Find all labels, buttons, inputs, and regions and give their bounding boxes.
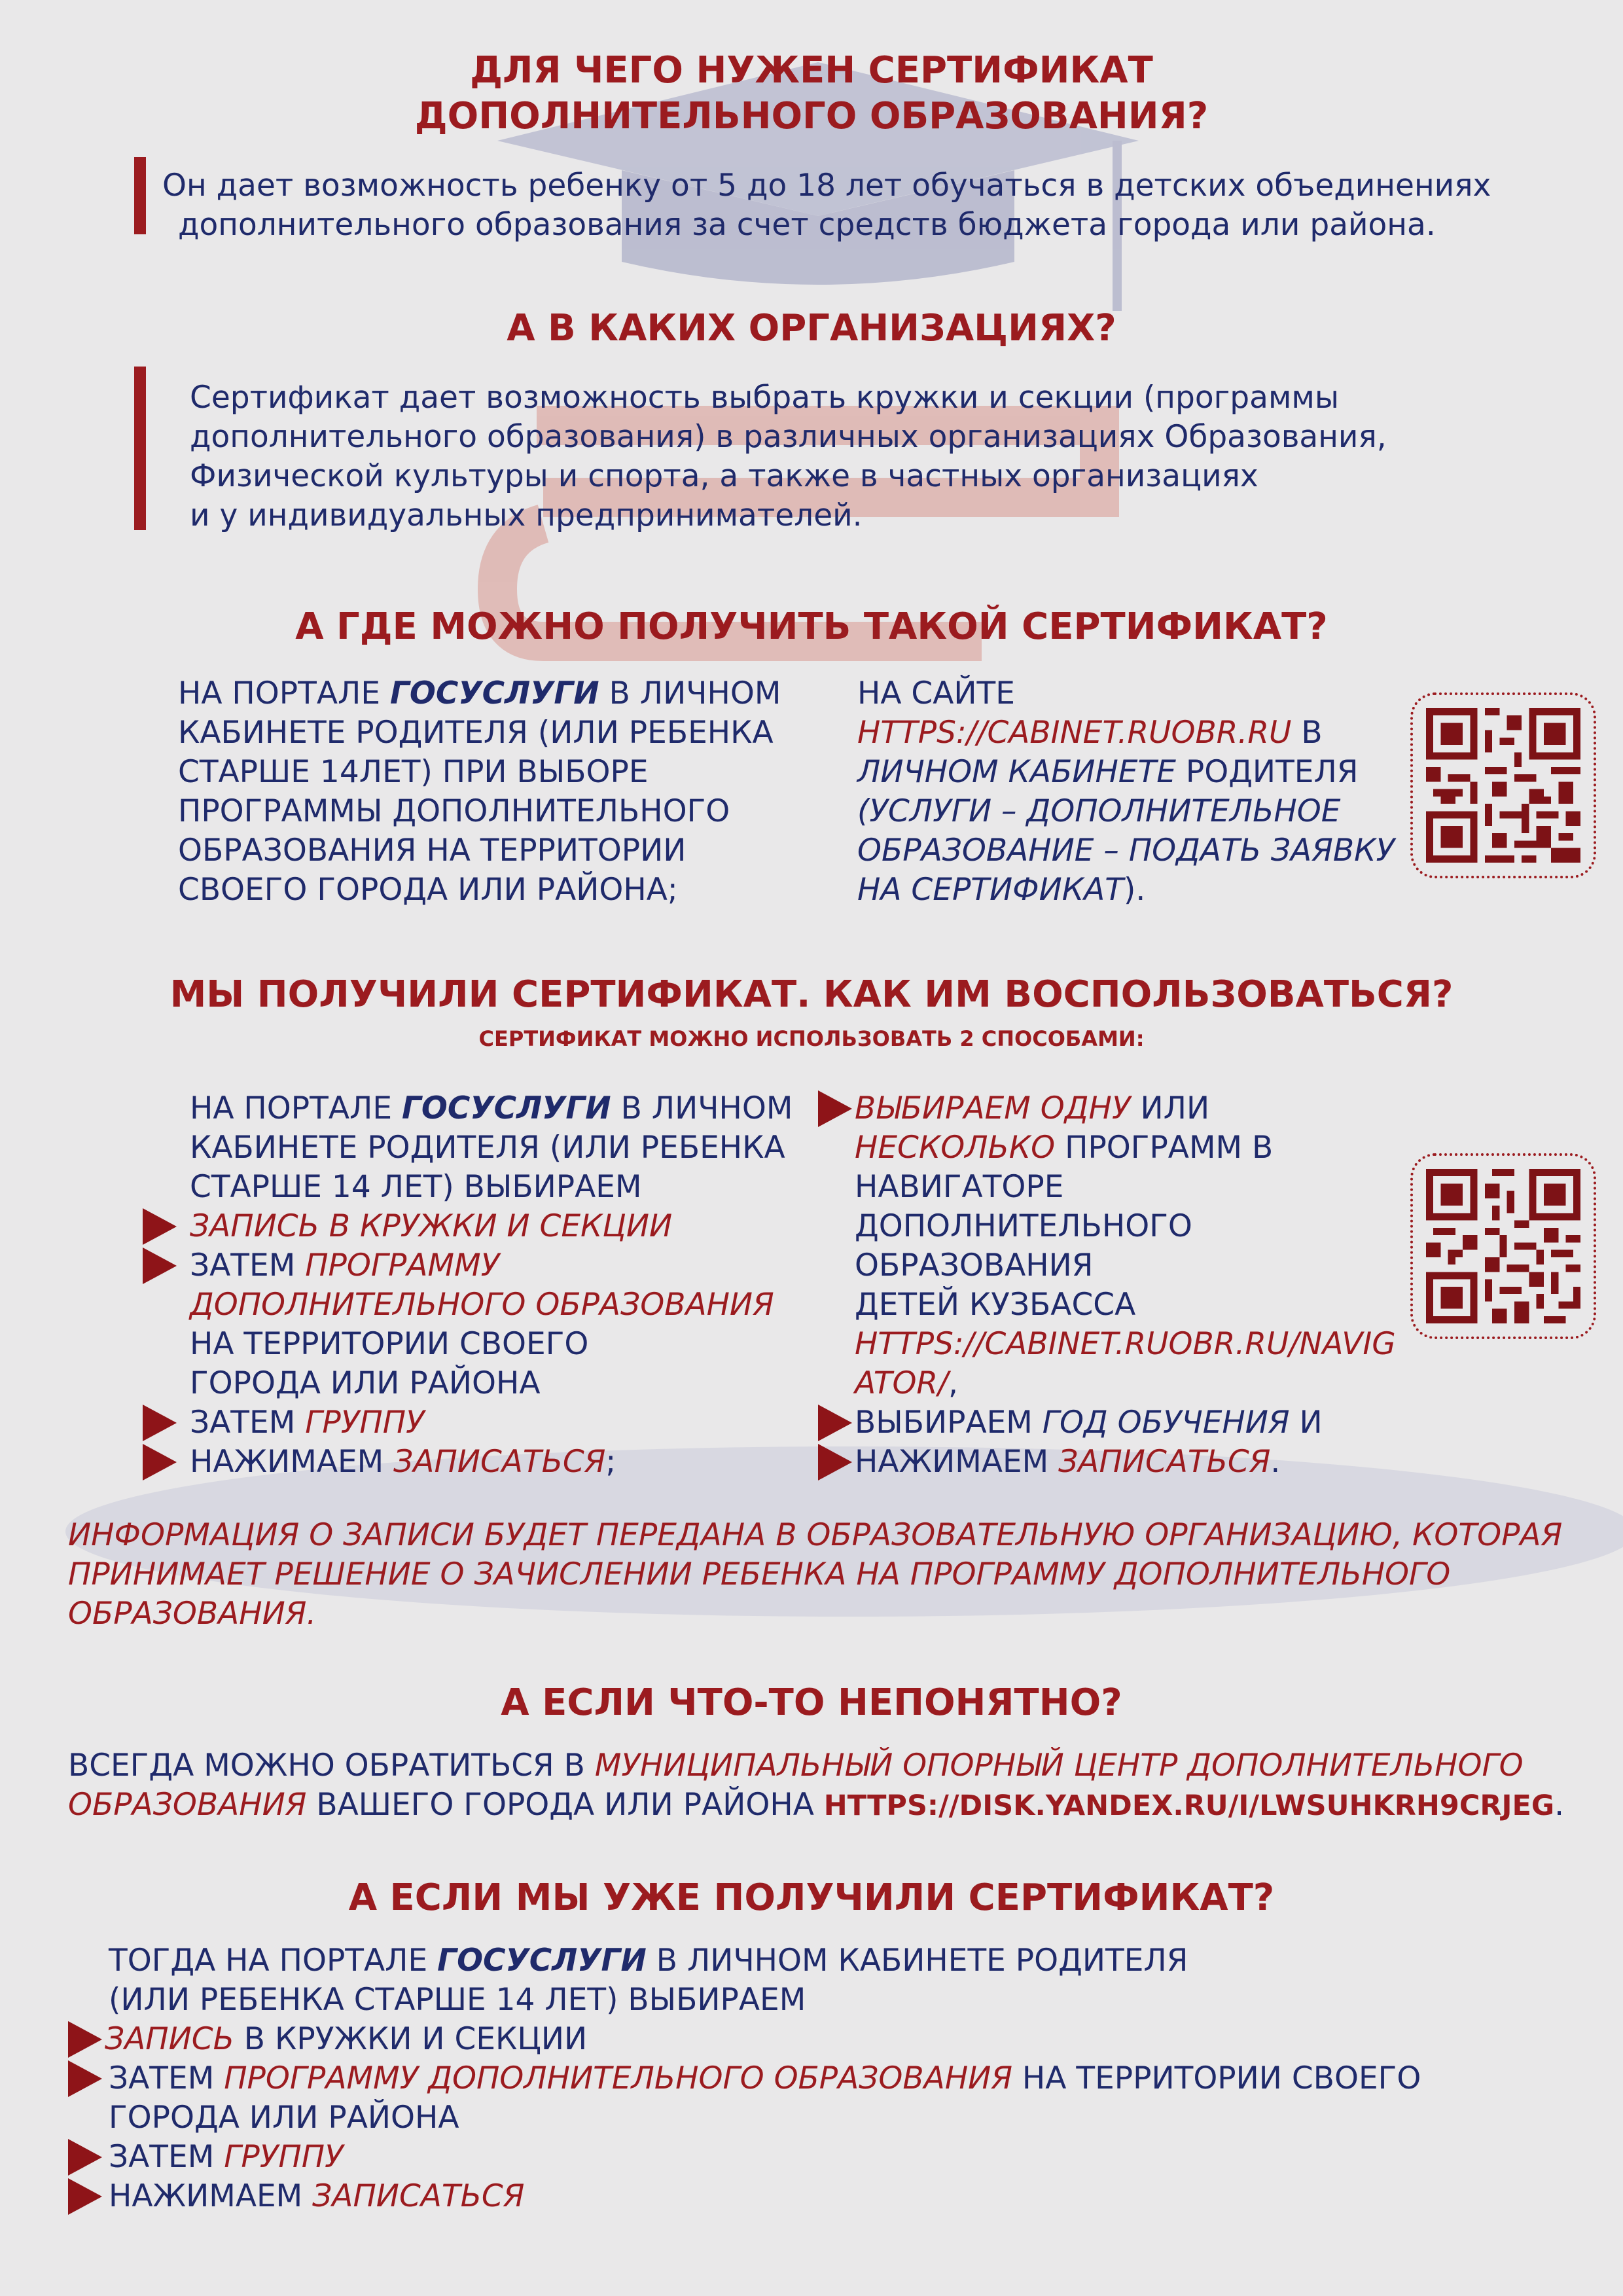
section-1-title-line-1: ДЛЯ ЧЕГО НУЖЕН СЕРТИФИКАТ — [470, 49, 1153, 92]
gosuslugi-label: ГОСУСЛУГИ — [389, 675, 599, 711]
triangle-bullet-icon — [68, 2178, 102, 2215]
s6-line-1: ТОГДА НА ПОРТАЛЕ ГОСУСЛУГИ В ЛИЧНОМ КАБИНЕТЕ РОДИТЕЛЯ — [109, 1943, 1188, 1979]
s4-left-line-1: НА ПОРТАЛЕ ГОСУСЛУГИ В ЛИЧНОМ — [190, 1090, 793, 1126]
s4-left-line-4: ЗАПИСЬ В КРУЖКИ И СЕКЦИИ — [190, 1208, 673, 1244]
s4-right-line-3: НАВИГАТОРЕ — [855, 1169, 1064, 1205]
qr-code-icon[interactable] — [1410, 692, 1596, 878]
section-2-title: А В КАКИХ ОРГАНИЗАЦИЯХ? — [507, 307, 1116, 350]
yandex-disk-link[interactable]: HTTPS://DISK.YANDEX.RU/I/LWSUHKRH9CRJEG — [823, 1789, 1555, 1822]
triangle-bullet-icon — [818, 1444, 852, 1480]
s3-right-line-5: ОБРАЗОВАНИЕ – ПОДАТЬ ЗАЯВКУ — [857, 833, 1395, 869]
s3-left-line-1: НА ПОРТАЛЕ ГОСУСЛУГИ В ЛИЧНОМ — [178, 675, 781, 711]
section-1-title-line-2: ДОПОЛНИТЕЛЬНОГО ОБРАЗОВАНИЯ? — [414, 95, 1209, 137]
triangle-bullet-icon — [143, 1208, 177, 1245]
s4-left-line-7: НА ТЕРРИТОРИИ СВОЕГО — [190, 1326, 589, 1362]
s3-left-line-5: ОБРАЗОВАНИЯ НА ТЕРРИТОРИИ — [178, 833, 687, 869]
s5-line-2: ОБРАЗОВАНИЯ ВАШЕГО ГОРОДА ИЛИ РАЙОНА HTTPS://DISK.YANDEX.RU/I/LWSUHKRH9CRJEG. — [68, 1787, 1565, 1823]
section-1-text-line-2: дополнительного образования за счет средств бюджета города или района. — [178, 207, 1436, 243]
s6-line-5: ГОРОДА ИЛИ РАЙОНА — [109, 2100, 459, 2136]
accent-bar — [134, 367, 146, 530]
section-1-text-line-1: Он дает возможность ребенку от 5 до 18 лет обучаться в детских объединениях — [162, 168, 1491, 204]
s3-right-line-4: (УСЛУГИ – ДОПОЛНИТЕЛЬНОЕ — [857, 793, 1341, 829]
navigator-link-tail[interactable]: ATOR/ — [855, 1365, 948, 1401]
s3-right-line-1: НА САЙТЕ — [857, 675, 1015, 711]
section-2-text-line-1: Сертификат дает возможность выбрать кружки и секции (программы — [190, 380, 1339, 416]
section-3-title: А ГДЕ МОЖНО ПОЛУЧИТЬ ТАКОЙ СЕРТИФИКАТ? — [295, 605, 1328, 648]
triangle-bullet-icon — [143, 1247, 177, 1284]
s4-right-line-6: ДЕТЕЙ КУЗБАССА — [855, 1287, 1136, 1323]
s5-line-1: ВСЕГДА МОЖНО ОБРАТИТЬСЯ В МУНИЦИПАЛЬНЫЙ ОПОРНЫЙ ЦЕНТР ДОПОЛНИТЕЛЬНОГО — [68, 1748, 1524, 1784]
s4-left-line-5: ЗАТЕМ ПРОГРАММУ — [190, 1247, 500, 1283]
s4-right-line-8: ATOR/, — [855, 1365, 958, 1401]
section-2-text-line-4: и у индивидуальных предпринимателей. — [190, 497, 863, 533]
s4-left-line-9: ЗАТЕМ ГРУППУ — [190, 1405, 425, 1441]
section-6-title: А ЕСЛИ МЫ УЖЕ ПОЛУЧИЛИ СЕРТИФИКАТ? — [348, 1876, 1275, 1919]
section-4-title: МЫ ПОЛУЧИЛИ СЕРТИФИКАТ. КАК ИМ ВОСПОЛЬЗОВАТЬСЯ? — [169, 973, 1454, 1016]
triangle-bullet-icon — [818, 1090, 852, 1127]
triangle-bullet-icon — [818, 1405, 852, 1441]
triangle-bullet-icon — [68, 2139, 102, 2176]
s4-right-line-10: НАЖИМАЕМ ЗАПИСАТЬСЯ. — [855, 1444, 1281, 1480]
section-5-title: А ЕСЛИ ЧТО-ТО НЕПОНЯТНО? — [501, 1681, 1122, 1724]
s6-line-4: ЗАТЕМ ПРОГРАММУ ДОПОЛНИТЕЛЬНОГО ОБРАЗОВАНИЯ НА ТЕРРИТОРИИ СВОЕГО — [109, 2060, 1421, 2096]
s4-left-line-10: НАЖИМАЕМ ЗАПИСАТЬСЯ; — [190, 1444, 616, 1480]
s4-right-line-2: НЕСКОЛЬКО ПРОГРАММ В — [855, 1130, 1274, 1166]
s4-note-line-3: ОБРАЗОВАНИЯ. — [68, 1596, 317, 1632]
cabinet-link[interactable]: HTTPS://CABINET.RUOBR.RU — [857, 715, 1292, 751]
s3-left-line-2: КАБИНЕТЕ РОДИТЕЛЯ (ИЛИ РЕБЕНКА — [178, 715, 774, 751]
s4-right-line-4: ДОПОЛНИТЕЛЬНОГО — [855, 1208, 1192, 1244]
s3-right-line-3: ЛИЧНОМ КАБИНЕТЕ РОДИТЕЛЯ — [857, 754, 1359, 790]
triangle-bullet-icon — [143, 1444, 177, 1480]
section-2-text-line-3: Физической культуры и спорта, а также в частных организациях — [190, 458, 1258, 494]
s6-line-7: НАЖИМАЕМ ЗАПИСАТЬСЯ — [109, 2178, 525, 2214]
s3-left-line-4: ПРОГРАММЫ ДОПОЛНИТЕЛЬНОГО — [178, 793, 730, 829]
s4-note-line-2: ПРИНИМАЕТ РЕШЕНИЕ О ЗАЧИСЛЕНИИ РЕБЕНКА НА ПРОГРАММУ ДОПОЛНИТЕЛЬНОГО — [68, 1556, 1451, 1592]
gosuslugi-label: ГОСУСЛУГИ — [401, 1090, 611, 1126]
triangle-bullet-icon — [143, 1405, 177, 1441]
s6-line-2: (ИЛИ РЕБЕНКА СТАРШЕ 14 ЛЕТ) ВЫБИРАЕМ — [109, 1982, 806, 2018]
s4-right-line-1: ВЫБИРАЕМ ОДНУ ИЛИ — [855, 1090, 1210, 1126]
s4-left-line-6: ДОПОЛНИТЕЛЬНОГО ОБРАЗОВАНИЯ — [190, 1287, 774, 1323]
s4-right-line-9: ВЫБИРАЕМ ГОД ОБУЧЕНИЯ И — [855, 1405, 1323, 1441]
triangle-bullet-icon — [68, 2021, 102, 2058]
s3-left-line-3: СТАРШЕ 14ЛЕТ) ПРИ ВЫБОРЕ — [178, 754, 649, 790]
gosuslugi-label: ГОСУСЛУГИ — [437, 1943, 647, 1979]
s4-note-line-1: ИНФОРМАЦИЯ О ЗАПИСИ БУДЕТ ПЕРЕДАНА В ОБРАЗОВАТЕЛЬНУЮ ОРГАНИЗАЦИЮ, КОТОРАЯ — [68, 1517, 1563, 1553]
section-4-subtitle: СЕРТИФИКАТ МОЖНО ИСПОЛЬЗОВАТЬ 2 СПОСОБАМИ: — [478, 1026, 1145, 1051]
s4-left-line-3: СТАРШЕ 14 ЛЕТ) ВЫБИРАЕМ — [190, 1169, 642, 1205]
s6-line-6: ЗАТЕМ ГРУППУ — [109, 2139, 344, 2175]
s3-right-line-2: HTTPS://CABINET.RUOBR.RU В — [857, 715, 1323, 751]
s3-left-line-6: СВОЕГО ГОРОДА ИЛИ РАЙОНА; — [178, 872, 678, 908]
s4-left-line-2: КАБИНЕТЕ РОДИТЕЛЯ (ИЛИ РЕБЕНКА — [190, 1130, 785, 1166]
s4-left-line-8: ГОРОДА ИЛИ РАЙОНА — [190, 1365, 541, 1401]
s6-line-3: ЗАПИСЬ В КРУЖКИ И СЕКЦИИ — [105, 2021, 588, 2057]
accent-bar — [134, 157, 146, 234]
s3-right-line-6: НА СЕРТИФИКАТ). — [857, 872, 1146, 908]
section-2-text-line-2: дополнительного образования) в различных организациях Образования, — [190, 419, 1387, 455]
qr-code-icon[interactable] — [1410, 1153, 1596, 1339]
triangle-bullet-icon — [68, 2060, 102, 2097]
navigator-link[interactable]: HTTPS://CABINET.RUOBR.RU/NAVIG — [855, 1326, 1396, 1362]
s4-right-line-5: ОБРАЗОВАНИЯ — [855, 1247, 1094, 1283]
